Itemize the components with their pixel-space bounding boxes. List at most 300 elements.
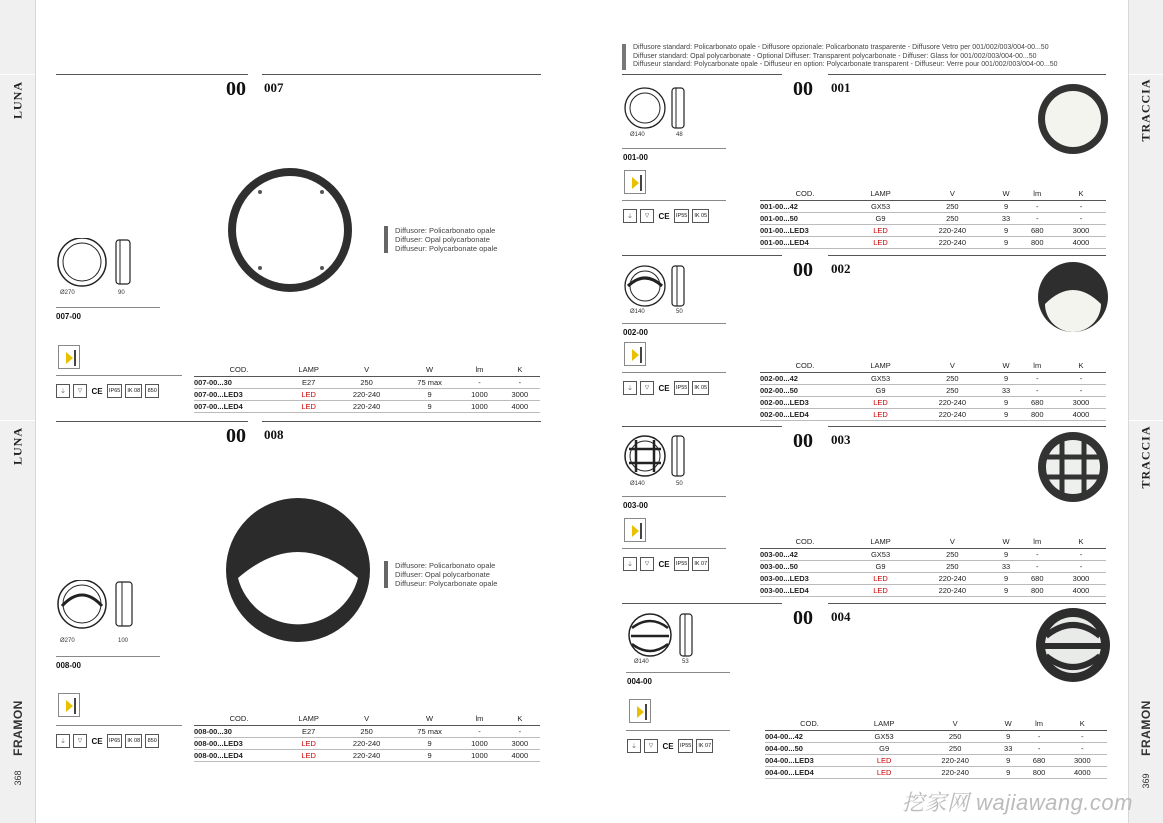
divider [56,725,182,726]
table-row [760,200,1106,212]
table-cell: 9 [996,766,1021,778]
ik-rating-icon: IK 07 [696,739,713,753]
divider [622,548,726,549]
side-separator [1129,420,1163,421]
column-header: W [996,718,1021,730]
model-number: 001 [831,80,851,95]
certification-icons [623,557,709,571]
table-cell: 9 [994,548,1019,560]
divider [622,148,726,149]
table-cell: GX53 [850,200,911,212]
table-cell: LED [284,749,333,761]
series-label-luna: LUNA [10,426,24,466]
product-photo-002 [1036,260,1110,334]
table-cell: 9 [994,200,1019,212]
ip-rating-icon: IP55 [674,381,689,395]
note-line: Diffuseur: Polycarbonate opale [395,579,498,588]
table-cell: 1000 [459,388,499,400]
table-cell: 001-00...LED4 [760,236,850,248]
table-cell: 220-240 [911,572,993,584]
divider [626,672,730,673]
table-cell: 250 [911,212,993,224]
dimension-depth: 53 [682,659,689,665]
earth-icon: ⏚ [623,557,637,571]
column-header: COD. [760,536,850,548]
table-cell: 001-00...42 [760,200,850,212]
table-cell: 003-00...LED3 [760,572,850,584]
table-cell: - [1056,548,1106,560]
diffuser-note [384,561,497,588]
table-cell: LED [850,572,911,584]
table-cell: G9 [850,212,911,224]
ik-rating-icon: IK 08 [125,734,142,748]
divider [56,307,160,308]
dimension-diameter: Ø270 [60,638,75,644]
spec-table-004 [765,718,1107,779]
ce-mark-icon: CE [661,739,675,753]
table-cell: 800 [1019,584,1056,596]
table-cell: 800 [1021,766,1058,778]
table-cell: - [1019,200,1056,212]
table-row [760,548,1106,560]
table-cell: - [1058,730,1107,742]
table-cell: 9 [994,236,1019,248]
table-cell: 004-00...LED3 [765,754,854,766]
table-cell: 007-00...30 [194,376,284,388]
table-cell: - [1019,548,1056,560]
table-cell: - [1056,560,1106,572]
table-cell: GX53 [854,730,914,742]
table-cell: 3000 [1056,224,1106,236]
column-header: COD. [760,188,850,200]
table-row [760,236,1106,248]
dimension-diameter: Ø140 [630,309,645,315]
table-cell: 9 [994,396,1019,408]
spec-table-002 [760,360,1106,421]
product-code-label: 008-00 [56,661,81,670]
table-cell: 220-240 [333,749,400,761]
certification-icons [56,734,159,748]
column-header: COD. [760,360,850,372]
column-header: lm [459,364,499,376]
note-line: Diffuser: Opal polycarbonate [395,235,490,244]
model-number: 004 [831,609,851,624]
divider [622,74,782,75]
table-cell: - [1021,742,1058,754]
table-cell: 3000 [500,388,540,400]
table-cell: E27 [284,376,333,388]
ce-mark-icon: CE [90,384,104,398]
technical-drawing-002 [624,264,690,308]
table-cell: 75 max [400,376,459,388]
product-code-label: 007-00 [56,312,81,321]
column-header: V [914,718,995,730]
table-cell: 4000 [500,749,540,761]
table-cell: E27 [284,725,333,737]
table-cell: 003-00...42 [760,548,850,560]
dimension-depth: 50 [676,309,683,315]
table-row [760,384,1106,396]
table-row [194,388,540,400]
table-cell: - [1058,742,1107,754]
column-header: W [400,364,459,376]
column-header: K [500,713,540,725]
page-number: 368 [12,770,23,786]
product-code-label: 002-00 [623,328,648,337]
table-row [765,730,1107,742]
product-code-label: 001-00 [623,153,648,162]
dimension-diameter: Ø270 [60,290,75,296]
table-cell: 33 [994,560,1019,572]
product-code-label: 004-00 [627,677,652,686]
ik-rating-icon: IK 08 [125,384,142,398]
table-row [765,742,1107,754]
table-cell: 1000 [459,400,499,412]
column-header: K [1056,536,1106,548]
table-cell: 33 [994,384,1019,396]
ip-rating-icon: IP55 [678,739,693,753]
divider [56,375,182,376]
table-cell: 220-240 [911,408,993,420]
product-code-label: 003-00 [623,501,648,510]
dimension-diameter: Ø140 [630,132,645,138]
note-line: Diffusore: Policarbonato opale [395,561,496,570]
divider [262,74,541,75]
table-cell: 9 [996,754,1021,766]
note-line: Diffuser: Opal polycarbonate [395,570,490,579]
divider [828,74,1106,75]
table-cell: GX53 [850,548,911,560]
table-cell: G9 [854,742,914,754]
table-row [760,572,1106,584]
table-cell: LED [854,766,914,778]
lamp-type-icon [629,699,651,723]
table-cell: - [1056,200,1106,212]
table-cell: - [459,725,499,737]
table-cell: - [1021,730,1058,742]
lamp-type-icon [58,345,80,369]
ip-rating-icon: IP65 [107,734,122,748]
table-cell: 680 [1019,396,1056,408]
table-cell: 220-240 [333,400,400,412]
divider [626,730,730,731]
table-cell: LED [850,408,911,420]
technical-drawing-001 [624,86,690,130]
table-cell: 680 [1019,572,1056,584]
spec-table-007 [194,364,540,413]
left-side-strip [0,0,36,823]
ip-rating-icon: IP55 [674,209,689,223]
table-cell: 220-240 [911,224,993,236]
product-photo-008 [222,496,378,642]
table-cell: 1000 [459,749,499,761]
table-cell: 220-240 [911,584,993,596]
technical-drawing-004 [628,612,698,658]
table-row [760,212,1106,224]
table-cell: - [1056,372,1106,384]
ce-mark-icon: CE [657,209,671,223]
table-cell: 9 [400,749,459,761]
table-row [760,396,1106,408]
technical-drawing-008 [56,580,140,630]
flammable-surface-icon: ▽ [640,209,654,223]
table-cell: 800 [1019,236,1056,248]
earth-icon: ⏚ [56,384,70,398]
series-label-traccia: TRACCIA [1138,425,1153,489]
ce-mark-icon: CE [657,381,671,395]
ip-rating-icon: IP65 [107,384,122,398]
family-number: 00 [793,259,813,281]
flammable-surface-icon: ▽ [644,739,658,753]
page-number: 369 [1141,773,1151,789]
divider [622,603,782,604]
side-separator [0,74,35,75]
divider [56,421,248,422]
table-cell: 004-00...LED4 [765,766,854,778]
table-cell: 250 [911,548,993,560]
side-separator [1129,74,1163,75]
column-header: V [911,360,993,372]
certification-icons [623,381,709,395]
column-header: W [994,188,1019,200]
table-cell: 3000 [1056,396,1106,408]
brand-logo: FRAMON [1139,700,1153,756]
table-cell: 001-00...50 [760,212,850,224]
table-cell: 220-240 [911,236,993,248]
column-header: W [994,536,1019,548]
note-line: Diffuseur: Polycarbonate opale [395,244,498,253]
note-line: Diffuseur standard: Polycarbonate opale - Diffuseur en option: Polycarbonate transparent - Diffuseur: Verre pour 001/002/003/004-00...50 [633,61,1058,68]
table-cell: LED [850,224,911,236]
column-header: K [500,364,540,376]
family-number: 00 [226,78,246,100]
table-cell: 004-00...42 [765,730,854,742]
divider [56,74,248,75]
note-line: Diffusore standard: Policarbonato opale - Diffusore opzionale: Policarbonato trasparente - Diffusore Vetro per 001/002/003/004-00...50 [633,44,1049,51]
table-cell: 1000 [459,737,499,749]
table-cell: 008-00...LED3 [194,737,284,749]
table-cell: 9 [994,372,1019,384]
lamp-type-icon [624,342,646,366]
table-row [760,560,1106,572]
table-row [194,749,540,761]
table-cell: 002-00...50 [760,384,850,396]
table-cell: LED [850,396,911,408]
side-separator [0,420,35,421]
table-cell: G9 [850,384,911,396]
column-header: V [911,536,993,548]
right-side-strip [1128,0,1163,823]
column-header: LAMP [854,718,914,730]
model-number: 002 [831,261,851,276]
divider [828,255,1106,256]
table-row [194,725,540,737]
table-cell: 250 [911,200,993,212]
spec-table-001 [760,188,1106,249]
table-cell: - [1056,212,1106,224]
column-header: LAMP [850,360,911,372]
table-cell: 3000 [1058,754,1107,766]
earth-icon: ⏚ [627,739,641,753]
table-cell: - [1056,384,1106,396]
table-cell: 75 max [400,725,459,737]
flammable-surface-icon: ▽ [640,381,654,395]
note-line: Diffuser standard: Opal polycarbonate - Optional Diffuser: Transparent polycarbonate - Diffuser: Glass for 001/002/003/004-00...50 [633,52,1037,60]
column-header: LAMP [284,364,333,376]
column-header: W [400,713,459,725]
table-cell: 9 [994,584,1019,596]
dimension-diameter: Ø140 [630,481,645,487]
family-number: 00 [793,78,813,100]
table-cell: 9 [994,408,1019,420]
column-header: LAMP [850,188,911,200]
table-cell: 33 [996,742,1021,754]
diffuser-header-note [622,44,1058,70]
table-cell: 003-00...50 [760,560,850,572]
table-row [760,372,1106,384]
dimension-depth: 48 [676,132,683,138]
diffuser-note [384,226,497,253]
column-header: V [911,188,993,200]
note-line: Diffusore: Policarbonato opale [395,226,496,235]
ik-rating-icon: IK 07 [692,557,709,571]
column-header: V [333,364,400,376]
product-photo-003 [1036,430,1110,504]
divider [622,323,726,324]
flammable-surface-icon: ▽ [73,734,87,748]
table-cell: 800 [1019,408,1056,420]
table-row [760,224,1106,236]
column-header: LAMP [284,713,333,725]
column-header: COD. [765,718,854,730]
divider [622,255,782,256]
table-cell: 008-00...30 [194,725,284,737]
model-number: 007 [264,80,284,95]
lamp-type-icon [624,170,646,194]
table-cell: 007-00...LED4 [194,400,284,412]
ce-mark-icon: CE [657,557,671,571]
series-label-luna: LUNA [10,80,24,120]
table-cell: 250 [914,742,995,754]
watermark: 挖家网 wajiawang.com [901,790,1133,815]
table-cell: - [1019,560,1056,572]
table-cell: 680 [1021,754,1058,766]
table-cell: 9 [400,737,459,749]
brand-logo: FRAMON [10,700,25,756]
table-cell: 220-240 [914,754,995,766]
table-cell: 004-00...50 [765,742,854,754]
divider [262,421,541,422]
table-cell: 250 [333,725,400,737]
table-cell: LED [854,754,914,766]
column-header: lm [1019,188,1056,200]
table-cell: 002-00...42 [760,372,850,384]
table-cell: 007-00...LED3 [194,388,284,400]
product-photo-007 [224,164,356,296]
lamp-type-icon [624,518,646,542]
table-cell: 33 [994,212,1019,224]
family-number: 00 [226,425,246,447]
column-header: K [1056,188,1106,200]
table-cell: - [500,725,540,737]
table-cell: 3000 [1056,572,1106,584]
divider [622,372,726,373]
table-cell: 9 [994,224,1019,236]
dimension-depth: 50 [676,481,683,487]
table-cell: 9 [400,388,459,400]
table-cell: 220-240 [914,766,995,778]
column-header: COD. [194,713,284,725]
table-cell: 3000 [500,737,540,749]
column-header: V [333,713,400,725]
table-row [194,400,540,412]
divider [56,656,160,657]
table-row [765,766,1107,778]
dimension-depth: 90 [118,290,125,296]
table-cell: 9 [994,572,1019,584]
spec-table-008 [194,713,540,762]
table-cell: LED [284,400,333,412]
ce-mark-icon: CE [90,734,104,748]
column-header: COD. [194,364,284,376]
temperature-icon: 850 [145,734,159,748]
table-row [765,754,1107,766]
table-cell: G9 [850,560,911,572]
table-cell: 002-00...LED4 [760,408,850,420]
column-header: lm [1019,360,1056,372]
table-cell: 4000 [500,400,540,412]
table-cell: 250 [911,372,993,384]
table-row [194,376,540,388]
table-row [760,408,1106,420]
table-cell: 002-00...LED3 [760,396,850,408]
table-cell: LED [284,388,333,400]
technical-drawing-007 [56,238,138,288]
spec-table-003 [760,536,1106,597]
column-header: W [994,360,1019,372]
certification-icons [627,739,713,753]
table-cell: LED [850,584,911,596]
flammable-surface-icon: ▽ [640,557,654,571]
ik-rating-icon: IK 05 [692,209,709,223]
divider [828,603,1106,604]
column-header: LAMP [850,536,911,548]
table-cell: - [1019,212,1056,224]
table-cell: - [1019,372,1056,384]
divider [622,200,726,201]
column-header: K [1058,718,1107,730]
dimension-diameter: Ø140 [634,659,649,665]
column-header: lm [1019,536,1056,548]
certification-icons [623,209,709,223]
column-header: K [1056,360,1106,372]
flammable-surface-icon: ▽ [73,384,87,398]
product-photo-004 [1034,606,1112,684]
table-cell: 4000 [1056,408,1106,420]
earth-icon: ⏚ [623,381,637,395]
table-cell: GX53 [850,372,911,384]
divider [622,426,782,427]
table-cell: 250 [911,384,993,396]
model-number: 008 [264,427,284,442]
column-header: lm [1021,718,1058,730]
ip-rating-icon: IP55 [674,557,689,571]
family-number: 00 [793,430,813,452]
table-cell: - [459,376,499,388]
table-cell: LED [284,737,333,749]
table-cell: 008-00...LED4 [194,749,284,761]
table-cell: 220-240 [911,396,993,408]
